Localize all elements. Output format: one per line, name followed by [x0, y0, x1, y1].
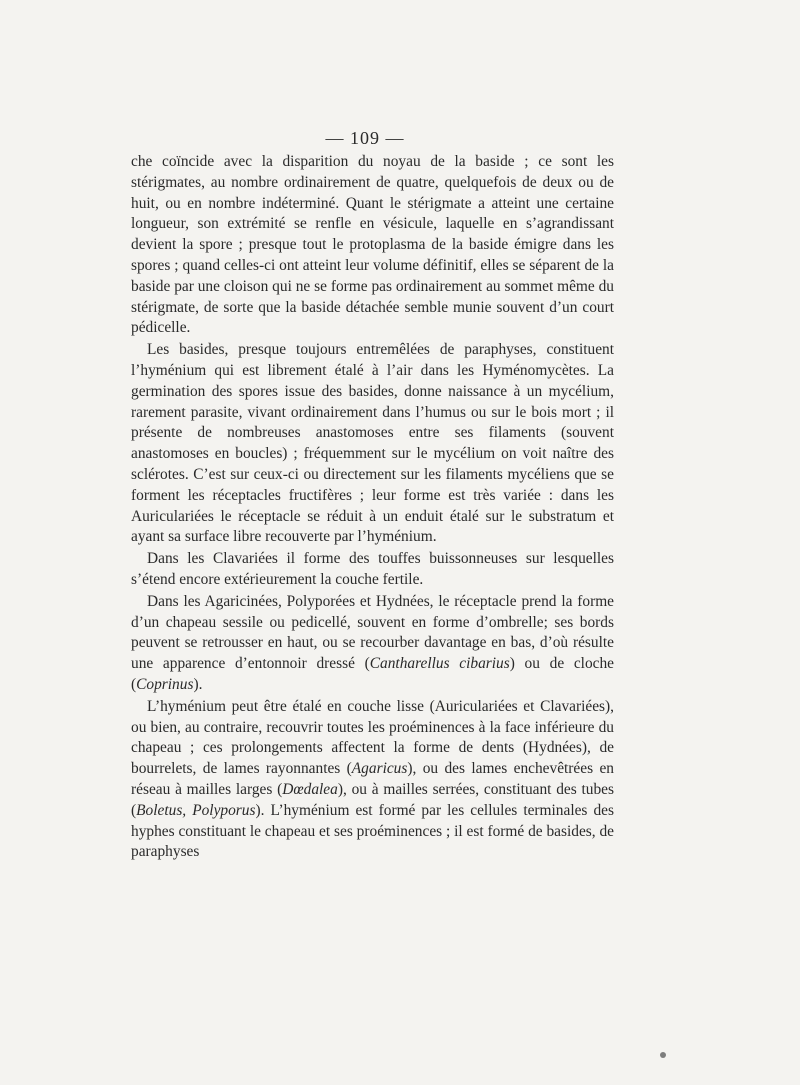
- paragraph-5-text-c: ), ou à mailles serrées, constituant des tubes (: [131, 780, 614, 819]
- paragraph-4-text-c: ).: [193, 675, 203, 693]
- paragraph-5-text-a: L’hyménium peut être étalé en couche lisse (Auriculariées et Clavariées), ou bien, au contraire, recouvrir toutes les proéminences à la face inférieure du chapeau ; ces prolongements affectent la forme de dents (Hydnées), de bourrelets, de lames rayonnantes (: [131, 697, 614, 778]
- paragraph-4-text-b: ) ou de cloche (: [131, 655, 615, 693]
- species-name-cantharellus: Cantharellus cibarius: [369, 655, 510, 673]
- genus-name-boletus-polyporus: Boletus, Polyporus: [136, 801, 256, 819]
- page-number: — 109 —: [325, 128, 405, 148]
- genus-name-agaricus: Agaricus: [351, 760, 408, 778]
- paragraph-2: Les basides, presque toujours entremêlées de paraphyses, constituent l’hyménium qui est librement étalé à l’air dans les Hyménomycètes. La germination des spores issue des basides, donne naissance à un mycélium, rarement parasite, vivant ordinairement dans l’humus ou sur le bois mort ; il présente de nombreuses anastomoses entre ses filaments (souvent anastomoses en boucles) ; fréquemment sur le mycélium on voit naître des sclérotes. C’est sur ceux-ci ou directement sur les filaments mycéliens que se forment les réceptacles fructifères ; leur forme est très variée : dans les Auriculariées le réceptacle se réduit à un enduit étalé sur le substratum et ayant sa surface libre recouverte par l’hyménium.: [131, 341, 614, 546]
- body-text: [131, 152, 614, 863]
- paragraph-4-text-a: Dans les Agaricinées, Polyporées et Hydnées, le réceptacle prend la forme d’un chapeau sessile ou pedicellé, souvent en forme d’ombrelle; ses bords peuvent se retrousser en haut, ou se recourber davantage en bas, d’où résulte une apparence d’entonnoir dressé (: [131, 592, 614, 673]
- paragraph-3: Dans les Clavariées il forme des touffes buissonneuses sur lesquelles s’étend encore extérieurement la couche fertile.: [131, 550, 614, 588]
- paragraph-5: [131, 697, 614, 863]
- genus-name-daedalea: Dœdalea: [282, 780, 338, 798]
- paragraph-5-text-d: ). L’hyménium est formé par les cellules terminales des hyphes constituant le chapeau et ses proéminences ; il est formé de basides, de paraphyses: [131, 801, 614, 861]
- paragraph-1: che coïncide avec la disparition du noyau de la baside ; ce sont les stérigmates, au nombre ordinairement de quatre, quelquefois de deux ou de huit, ou en nombre indéterminé. Quant le stérigmate a atteint une certaine longueur, son extrémité se renfle en vésicule, laquelle en s’agrandissant devient la spore ; presque tout le protoplasma de la baside émigre dans les spores ; quand celles-ci ont atteint leur volume définitif, elles se séparent de la baside par une cloison qui ne se forme pas ordinairement au sommet même du stérigmate, de sorte que la baside détachée semble munie souvent d’un court pédicelle.: [131, 153, 614, 337]
- paragraph-4: [131, 592, 614, 696]
- genus-name-coprinus: Coprinus: [136, 675, 194, 693]
- ink-speck: [660, 1052, 666, 1058]
- paragraph-5-text-b: ), ou des lames enchevêtrées en réseau à mailles larges (: [131, 760, 614, 798]
